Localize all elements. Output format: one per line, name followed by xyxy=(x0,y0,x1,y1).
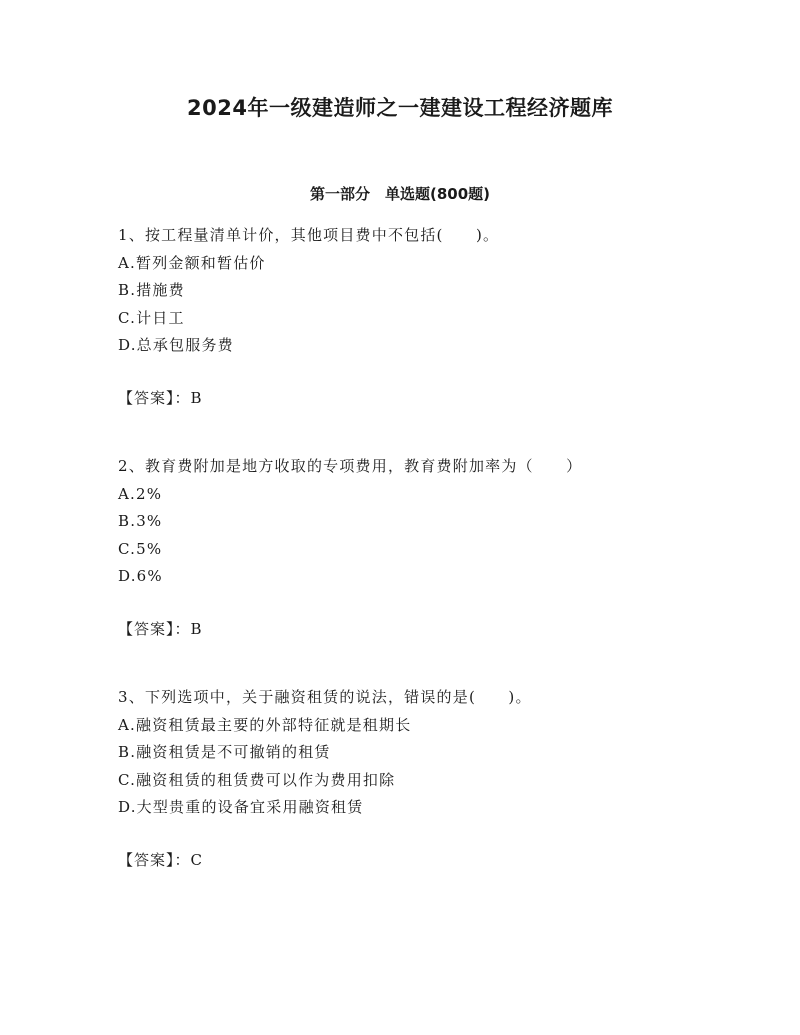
question-stem: 1、按工程量清单计价，其他项目费中不包括( )。 xyxy=(118,226,500,244)
question-stem: 3、下列选项中，关于融资租赁的说法，错误的是( )。 xyxy=(118,688,532,706)
option-b: B.融资租赁是不可撤销的租赁 xyxy=(118,743,331,761)
question-1 xyxy=(118,222,718,407)
option-d: D.大型贵重的设备宜采用融资租赁 xyxy=(118,798,364,816)
option-d: D.总承包服务费 xyxy=(118,336,234,354)
section-title: 第一部分 单选题(800题) xyxy=(309,185,491,203)
option-c: C.计日工 xyxy=(118,308,185,327)
option-b: B.3% xyxy=(118,512,163,530)
question-2 xyxy=(118,453,718,638)
option-a: A.暂列金额和暂估价 xyxy=(118,253,266,272)
document-title: 2024年一级建造师之一建建设工程经济题库 xyxy=(187,96,613,120)
answer: 【答案】：B xyxy=(118,620,203,638)
answer: 【答案】：C xyxy=(118,851,203,869)
option-a: A.融资租赁最主要的外部特征就是租期长 xyxy=(118,715,412,734)
option-c: C.5% xyxy=(118,539,163,558)
question-stem: 2、教育费附加是地方收取的专项费用，教育费附加率为（ ） xyxy=(118,457,583,475)
option-d: D.6% xyxy=(118,567,163,585)
option-b: B.措施费 xyxy=(118,281,185,299)
option-c: C.融资租赁的租赁费可以作为费用扣除 xyxy=(118,770,396,789)
answer: 【答案】：B xyxy=(118,389,203,407)
question-3 xyxy=(118,684,718,869)
option-a: A.2% xyxy=(118,484,163,503)
